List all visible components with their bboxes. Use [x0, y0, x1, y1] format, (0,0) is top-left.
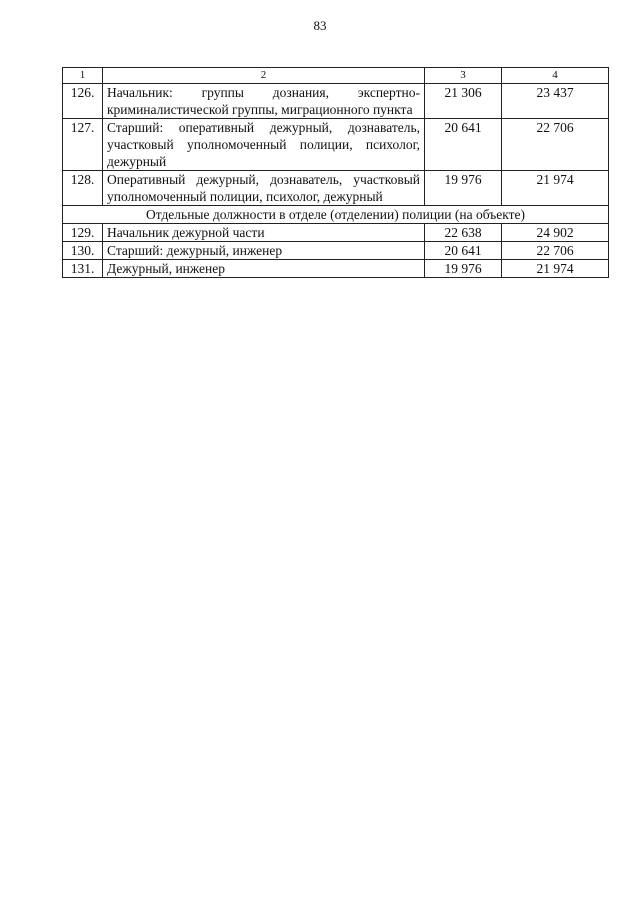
row-number: 129. — [63, 224, 103, 242]
column-header-4: 4 — [502, 68, 609, 84]
salary-value-col4: 22 706 — [502, 242, 609, 260]
page-number: 83 — [313, 18, 327, 33]
table-header-row — [63, 68, 609, 84]
position-title: Начальник дежурной части — [103, 224, 425, 242]
salary-value-col4: 21 974 — [502, 260, 609, 278]
row-number: 128. — [63, 171, 103, 206]
table-row — [63, 224, 609, 242]
position-title: Дежурный, инженер — [103, 260, 425, 278]
position-title: Оперативный дежурный, дознаватель, участковый уполномоченный полиции, психолог, дежурный — [103, 171, 425, 206]
table-row — [63, 171, 609, 206]
position-title: Начальник: группы дознания, экспертно-криминалистической группы, миграционного пункта — [103, 84, 425, 119]
table-row — [63, 260, 609, 278]
row-number: 126. — [63, 84, 103, 119]
position-title: Старший: оперативный дежурный, дознаватель, участковый уполномоченный полиции, психолог, дежурный — [103, 119, 425, 171]
salary-value-col3: 22 638 — [425, 224, 502, 242]
table-row — [63, 242, 609, 260]
table-row — [63, 119, 609, 171]
position-title: Старший: дежурный, инженер — [103, 242, 425, 260]
column-header-2: 2 — [103, 68, 425, 84]
salary-value-col3: 19 976 — [425, 260, 502, 278]
section-title: Отдельные должности в отделе (отделении) полиции (на объекте) — [63, 206, 609, 224]
section-row — [63, 206, 609, 224]
row-number: 130. — [63, 242, 103, 260]
salary-value-col4: 24 902 — [502, 224, 609, 242]
salary-value-col3: 20 641 — [425, 242, 502, 260]
salary-value-col4: 23 437 — [502, 84, 609, 119]
column-header-1: 1 — [63, 68, 103, 84]
column-header-3: 3 — [425, 68, 502, 84]
salary-value-col3: 19 976 — [425, 171, 502, 206]
salary-value-col3: 21 306 — [425, 84, 502, 119]
row-number: 127. — [63, 119, 103, 171]
salary-value-col3: 20 641 — [425, 119, 502, 171]
salary-value-col4: 22 706 — [502, 119, 609, 171]
row-number: 131. — [63, 260, 103, 278]
salary-value-col4: 21 974 — [502, 171, 609, 206]
salary-table — [62, 67, 609, 278]
table-row — [63, 84, 609, 119]
